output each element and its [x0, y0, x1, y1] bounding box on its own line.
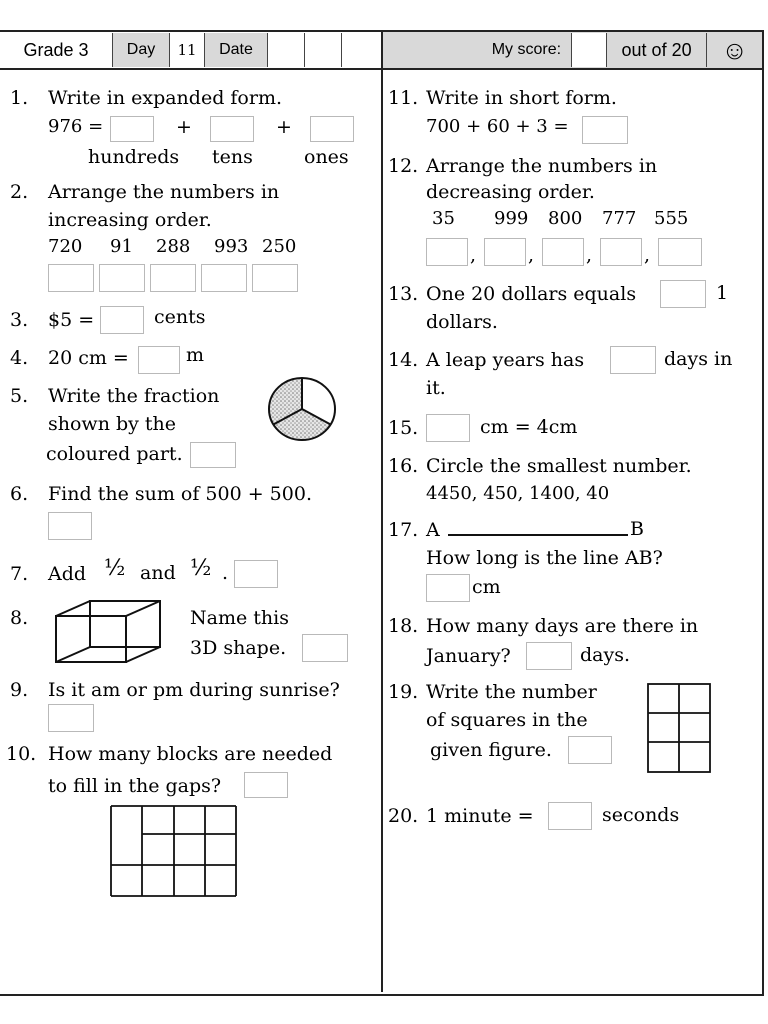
q13-post: 1: [716, 282, 729, 304]
q20-post: seconds: [602, 804, 680, 826]
q2-number: 2.: [10, 181, 29, 203]
q3: [10, 306, 94, 334]
date-field-2[interactable]: [305, 33, 342, 67]
q12-answer-box-1[interactable]: [426, 238, 468, 266]
date-field-1[interactable]: [268, 33, 305, 67]
q12-num-3: 800: [548, 208, 583, 229]
q12-comma-1: ,: [470, 244, 477, 266]
q4: [10, 344, 129, 372]
q7-and: and: [140, 562, 176, 584]
fraction-circle-figure: [264, 376, 340, 442]
q17: [388, 516, 440, 544]
q14: [388, 346, 584, 374]
q14-line2: it.: [426, 377, 446, 399]
q16-line2: 4450, 450, 1400, 40: [426, 483, 610, 504]
q5-answer-box[interactable]: [190, 442, 236, 468]
q6-number: 6.: [10, 483, 29, 505]
q12-num-2: 999: [494, 208, 529, 229]
header-right: [383, 32, 762, 70]
q20: [388, 802, 534, 830]
q5-number: 5.: [10, 385, 29, 407]
q7-number: 7.: [10, 563, 29, 585]
blocks-grid-figure: [108, 804, 240, 898]
q20-answer-box[interactable]: [548, 802, 592, 830]
header-left: [0, 32, 381, 70]
smiley-icon: ☺: [707, 33, 762, 67]
cuboid-figure: [54, 598, 164, 668]
q17-line2: How long is the line AB?: [426, 547, 663, 569]
q2-num-5: 250: [262, 236, 297, 257]
q11-answer-box[interactable]: [582, 116, 628, 144]
date-field-3[interactable]: [342, 33, 378, 67]
q17-point-b: B: [630, 518, 644, 540]
q7-pre: Add: [48, 563, 87, 585]
q12-comma-4: ,: [644, 244, 651, 266]
q8-line1: Name this: [190, 607, 289, 629]
q2-line2: increasing order.: [48, 209, 212, 231]
q1-label-ones: ones: [304, 146, 349, 168]
date-label: Date: [205, 33, 268, 67]
q12-answer-box-2[interactable]: [484, 238, 526, 266]
q13-answer-box[interactable]: [660, 280, 706, 308]
q2-num-1: 720: [48, 236, 83, 257]
q5-line3: coloured part.: [46, 443, 183, 465]
q5-line1: Write the fraction: [48, 385, 220, 407]
q19: [388, 678, 597, 706]
q2-num-4: 993: [214, 236, 249, 257]
q19-line2: of squares in the: [426, 709, 588, 731]
q9-answer-box[interactable]: [48, 704, 94, 732]
q13-number: 13.: [388, 283, 419, 305]
q3-number: 3.: [10, 309, 29, 331]
q2-answer-box-5[interactable]: [252, 264, 298, 292]
q12-answer-box-4[interactable]: [600, 238, 642, 266]
q8-answer-box[interactable]: [302, 634, 348, 662]
q2-answer-box-3[interactable]: [150, 264, 196, 292]
q12-comma-3: ,: [586, 244, 593, 266]
q15-number: 15.: [388, 417, 419, 439]
q12: [388, 152, 657, 180]
q2-num-3: 288: [156, 236, 191, 257]
q12-comma-2: ,: [528, 244, 535, 266]
q13-pre: One 20 dollars equals: [426, 283, 637, 305]
q7-period: .: [222, 562, 229, 584]
q13: [388, 280, 636, 308]
q1-text: Write in expanded form.: [48, 87, 283, 109]
q3-answer-box[interactable]: [100, 306, 144, 334]
q12-num-4: 777: [602, 208, 637, 229]
q13-line2: dollars.: [426, 311, 498, 333]
q12-num-5: 555: [654, 208, 689, 229]
q12-line2: decreasing order.: [426, 181, 595, 203]
q8-number: 8.: [10, 607, 29, 629]
q12-answer-box-5[interactable]: [658, 238, 702, 266]
q16: [388, 452, 692, 480]
score-field[interactable]: [572, 33, 607, 67]
q14-number: 14.: [388, 349, 419, 371]
q2: [10, 178, 279, 206]
day-value: 11: [170, 33, 205, 67]
q1-tens-box[interactable]: [210, 116, 254, 142]
q20-pre: 1 minute =: [426, 805, 534, 827]
q19-number: 19.: [388, 681, 419, 703]
q17-number: 17.: [388, 519, 419, 541]
q12-line1: Arrange the numbers in: [426, 155, 658, 177]
score-label: My score:: [383, 33, 572, 67]
q14-post: days in: [664, 348, 733, 370]
q18-pre: January?: [426, 645, 511, 667]
q12-answer-box-3[interactable]: [542, 238, 584, 266]
q8-line2: 3D shape.: [190, 637, 287, 659]
q9-number: 9.: [10, 679, 29, 701]
q1: [10, 84, 282, 112]
q10: [6, 740, 332, 768]
q18-post: days.: [580, 644, 631, 666]
q14-answer-box[interactable]: [610, 346, 656, 374]
q16-line1: Circle the smallest number.: [426, 455, 692, 477]
q19-line1: Write the number: [426, 681, 597, 703]
q6-answer-box[interactable]: [48, 512, 92, 540]
q1-label-tens: tens: [212, 146, 253, 168]
q2-answer-box-2[interactable]: [99, 264, 145, 292]
q18-answer-box[interactable]: [526, 642, 572, 670]
q1-expr: 976 =: [48, 116, 104, 137]
q2-answer-box-1[interactable]: [48, 264, 94, 292]
q7: [10, 560, 86, 588]
q2-line1: Arrange the numbers in: [48, 181, 280, 203]
q6: [10, 480, 312, 508]
q12-num-1: 35: [432, 208, 455, 229]
q3-post: cents: [154, 306, 206, 328]
q7-fraction-2: ½: [190, 556, 212, 581]
q15-post: cm = 4cm: [480, 416, 578, 438]
q10-answer-box[interactable]: [244, 772, 288, 798]
q14-pre: A leap years has: [426, 349, 585, 371]
q5-line2: shown by the: [48, 413, 177, 435]
q18-line1: How many days are there in: [426, 615, 699, 637]
q2-num-2: 91: [110, 236, 133, 257]
q15-answer-box[interactable]: [426, 414, 470, 442]
q20-number: 20.: [388, 805, 419, 827]
q16-number: 16.: [388, 455, 419, 477]
out-of-label: out of 20: [607, 33, 707, 67]
q1-number: 1.: [10, 87, 29, 109]
q19-answer-box[interactable]: [568, 736, 612, 764]
q1-plus-1: +: [176, 116, 192, 138]
q3-pre: $5 =: [48, 309, 95, 331]
q4-answer-box[interactable]: [138, 346, 180, 374]
q17-point-a: A: [426, 519, 440, 541]
q10-line1: How many blocks are needed: [48, 743, 333, 765]
q4-post: m: [186, 344, 205, 366]
q7-answer-box[interactable]: [234, 560, 278, 588]
q17-line-ab: [448, 534, 628, 536]
day-label: Day: [113, 33, 170, 67]
q12-number: 12.: [388, 155, 419, 177]
squares-grid-figure: [646, 682, 714, 776]
grade-label: Grade 3: [0, 33, 113, 67]
q17-unit: cm: [472, 576, 501, 598]
q9-text: Is it am or pm during sunrise?: [48, 679, 340, 701]
q8: [10, 604, 48, 632]
q1-plus-2: +: [276, 116, 292, 138]
q17-answer-box[interactable]: [426, 574, 470, 602]
q7-fraction-1: ½: [104, 556, 126, 581]
q4-number: 4.: [10, 347, 29, 369]
column-divider: [381, 32, 383, 992]
q5: [10, 382, 219, 410]
q10-number: 10.: [6, 743, 37, 765]
q2-answer-box-4[interactable]: [201, 264, 247, 292]
q18-number: 18.: [388, 615, 419, 637]
q19-line3: given figure.: [430, 739, 552, 761]
q11: [388, 84, 617, 112]
q1-hundreds-box[interactable]: [110, 116, 154, 142]
q1-ones-box[interactable]: [310, 116, 354, 142]
q18: [388, 612, 698, 640]
q11-text: Write in short form.: [426, 87, 617, 109]
q10-line2: to fill in the gaps?: [48, 775, 222, 797]
q1-label-hundreds: hundreds: [88, 146, 180, 168]
q4-pre: 20 cm =: [48, 347, 129, 369]
q15: [388, 414, 426, 442]
q9: [10, 676, 340, 704]
q6-text: Find the sum of 500 + 500.: [48, 483, 312, 505]
q11-number: 11.: [388, 87, 419, 109]
q11-expr: 700 + 60 + 3 =: [426, 116, 569, 137]
